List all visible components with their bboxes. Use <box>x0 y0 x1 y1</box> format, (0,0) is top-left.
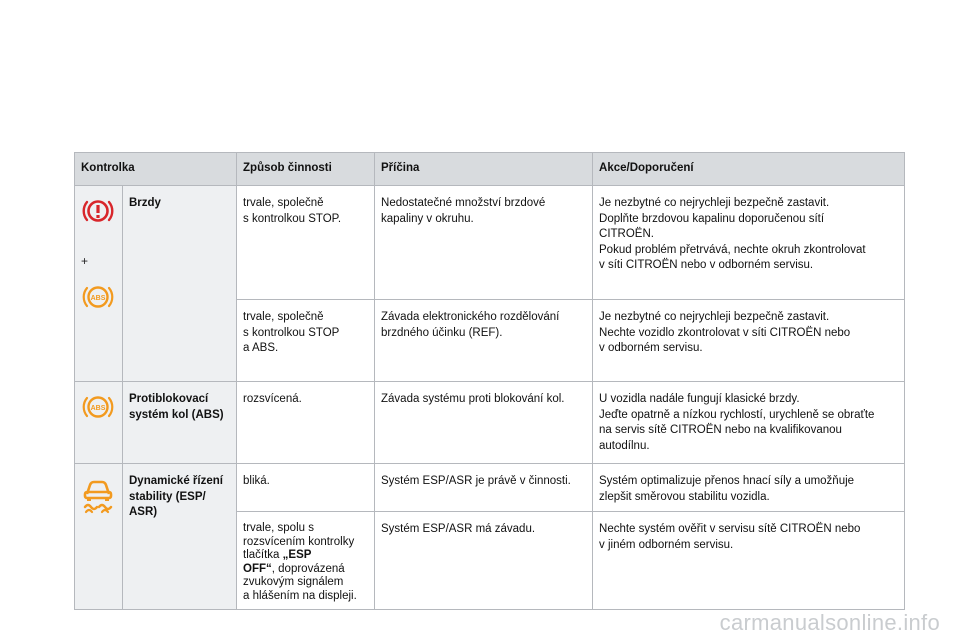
brakes-cause-1: Nedostatečné množství brzdové kapaliny v okruhu. <box>375 186 593 300</box>
esp-mode-2: trvale, spolu s rozsvícením kontrolky tlačítka „ESP OFF“, doprovázená zvukovým signálem a hlášením na displeji. <box>237 512 375 610</box>
warning-lights-table <box>74 152 905 610</box>
plus-sign: + <box>81 254 89 268</box>
brakes-action-1: Je nezbytné co nejrychleji bezpečně zastavit. Doplňte brzdovou kapalinu doporučenou sítí CITROËN. Pokud problém přetrvává, nechte okruh zkontrolovat v síti CITROËN nebo v odborném servisu. <box>593 186 905 300</box>
abs-cause: Závada systému proti blokování kol. <box>375 382 593 464</box>
esp-cause-2: Systém ESP/ASR má závadu. <box>375 512 593 610</box>
esp-icon-cell <box>75 464 123 610</box>
brakes-name: Brzdy <box>123 186 237 382</box>
esp-skid-car-icon <box>82 474 114 514</box>
table-row <box>75 186 905 300</box>
table-row <box>75 382 905 464</box>
abs-warning-icon <box>81 282 115 312</box>
abs-warning-icon <box>81 392 115 422</box>
abs-name: Protiblokovací systém kol (ABS) <box>123 382 237 464</box>
brakes-mode-2: trvale, společně s kontrolkou STOP a ABS. <box>237 300 375 382</box>
esp-name: Dynamické řízení stability (ESP/ ASR) <box>123 464 237 610</box>
abs-mode: rozsvícená. <box>237 382 375 464</box>
watermark: carmanualsonline.info <box>719 610 940 635</box>
abs-action: U vozidla nadále fungují klasické brzdy. Jeďte opatrně a nízkou rychlostí, urychleně se obraťte na servis sítě CITROËN nebo na kvalifikovanou autodílnu. <box>593 382 905 464</box>
header-kontrolka: Kontrolka <box>75 153 237 186</box>
abs-icon-label: ABS <box>90 294 106 302</box>
esp-mode-1: bliká. <box>237 464 375 512</box>
esp-action-1: Systém optimalizuje přenos hnací síly a umožňuje zlepšit směrovou stabilitu vozidla. <box>593 464 905 512</box>
brakes-icon-cell <box>75 186 123 382</box>
header-action: Akce/Doporučení <box>593 153 905 186</box>
abs-icon-label: ABS <box>90 405 106 412</box>
brakes-cause-2: Závada elektronického rozdělování brzdného účinku (REF). <box>375 300 593 382</box>
header-cause: Příčina <box>375 153 593 186</box>
table-row <box>75 464 905 512</box>
esp-action-2: Nechte systém ověřit v servisu sítě CITROËN nebo v jiném odborném servisu. <box>593 512 905 610</box>
header-mode: Způsob činnosti <box>237 153 375 186</box>
brakes-action-2: Je nezbytné co nejrychleji bezpečně zastavit. Nechte vozidlo zkontrolovat v síti CITROËN nebo v odborném servisu. <box>593 300 905 382</box>
esp-cause-1: Systém ESP/ASR je právě v činnosti. <box>375 464 593 512</box>
brake-warning-icon <box>81 196 115 226</box>
abs-icon-cell <box>75 382 123 464</box>
table-header-row <box>75 153 905 186</box>
brakes-mode-1: trvale, společně s kontrolkou STOP. <box>237 186 375 300</box>
